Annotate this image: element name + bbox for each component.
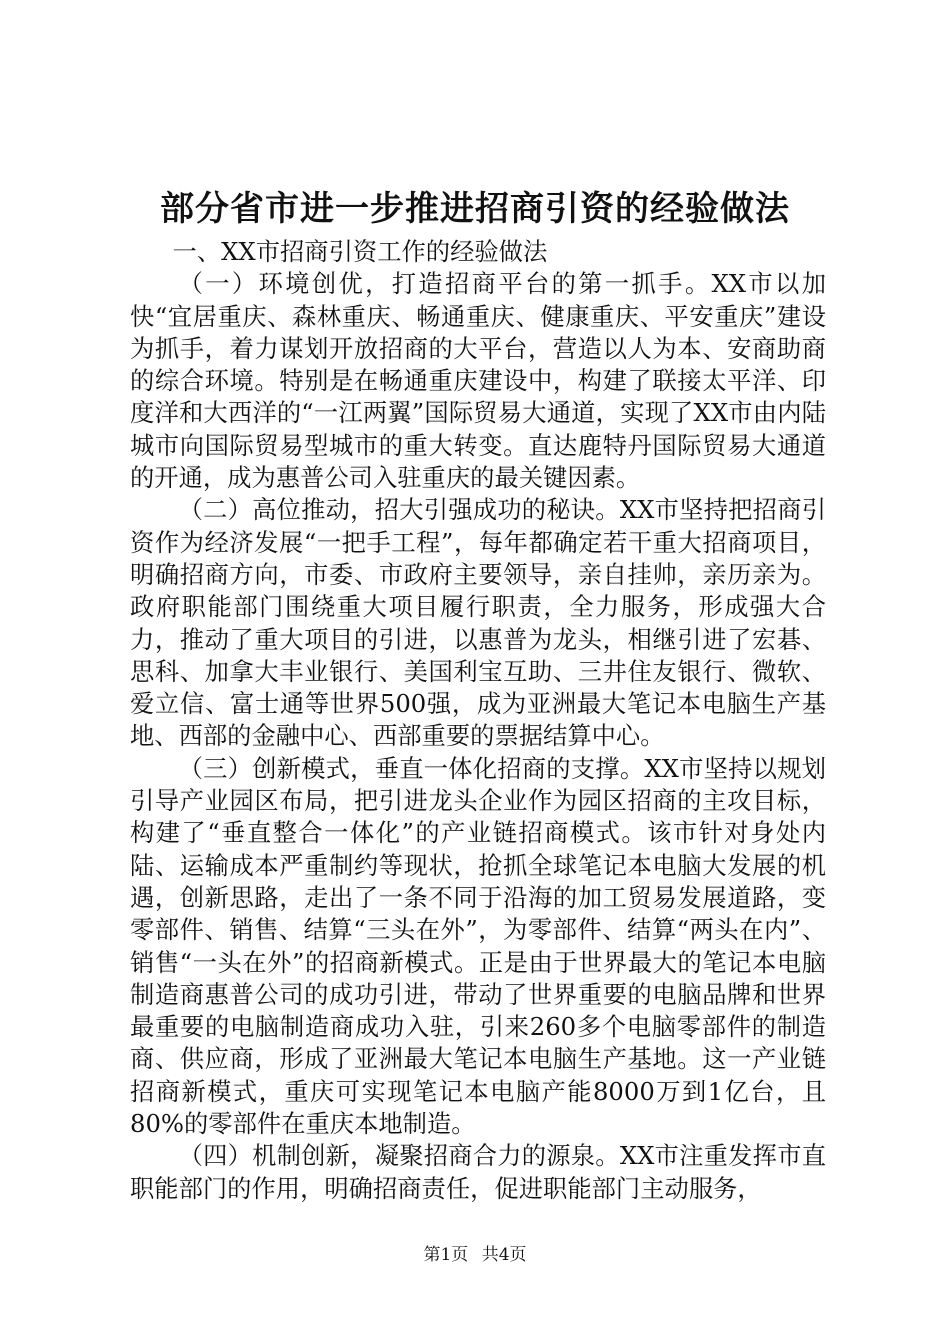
paragraph-4: （四）机制创新，凝聚招商合力的源泉。XX市注重发挥市直职能部门的作用，明确招商责任，促进职能部门主动服务， — [130, 1141, 826, 1203]
paragraph-2: （二）高位推动，招大引强成功的秘诀。XX市坚持把招商引资作为经济发展“一把手工程”，每年都确定若干重大招商项目，明确招商方向，市委、市政府主要领导，亲自挂帅，亲历亲为。政府职能部门围绕重大项目履行职责，全力服务，形成强大合力，推动了重大项目的引进，以惠普为龙头，相继引进了宏碁、思科、加拿大丰业银行、美国利宝互助、三井住友银行、微软、爱立信、富士通等世界500强，成为亚洲最大笔记本电脑生产基地、西部的金融中心、西部重要的票据结算中心。 — [130, 495, 826, 751]
paragraph-3: （三）创新模式，垂直一体化招商的支撑。XX市坚持以规划引导产业园区布局，把引进龙头企业作为园区招商的主攻目标，构建了“垂直整合一体化”的产业链招商模式。该市针对身处内陆、运输成本严重制约等现状，抢抓全球笔记本电脑大发展的机遇，创新思路，走出了一条不同于沿海的加工贸易发展道路，变零部件、销售、结算“三头在外”，为零部件、结算“两头在内”、销售“一头在外”的招商新模式。正是由于世界最大的笔记本电脑制造商惠普公司的成功引进，带动了世界重要的电脑品牌和世界最重要的电脑制造商成功入驻，引来260多个电脑零部件的制造商、供应商，形成了亚洲最大笔记本电脑生产基地。这一产业链招商新模式，重庆可实现笔记本电脑产能8000万到1亿台，且80%的零部件在重庆本地制造。 — [130, 753, 826, 1139]
page-footer — [0, 1244, 950, 1266]
document-title: 部分省市进一步推进招商引资的经验做法 — [160, 189, 790, 229]
section-heading: 一、XX市招商引资工作的经验做法 — [172, 237, 548, 266]
paragraph-1: （一）环境创优，打造招商平台的第一抓手。XX市以加快“宜居重庆、森林重庆、畅通重庆、健康重庆、平安重庆”建设为抓手，着力谋划开放招商的大平台，营造以人为本、安商助商的综合环境。特别是在畅通重庆建设中，构建了联接太平洋、印度洋和大西洋的“一江两翼”国际贸易大通道，实现了XX市由内陆城市向国际贸易型城市的重大转变。直达鹿特丹国际贸易大通道的开通，成为惠普公司入驻重庆的最关键因素。 — [130, 269, 826, 493]
document-body — [130, 236, 826, 1205]
page-number: 第1页 — [423, 1245, 469, 1265]
page-total: 共4页 — [481, 1245, 527, 1265]
